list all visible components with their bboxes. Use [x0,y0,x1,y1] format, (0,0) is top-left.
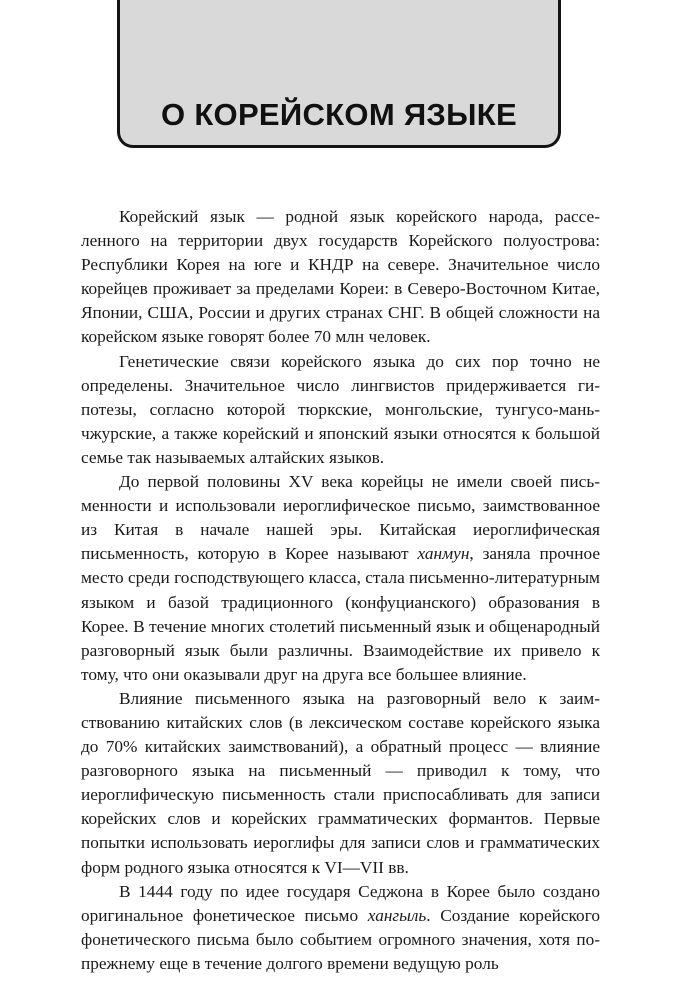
paragraph-3: До первой половины XV века корейцы не имели своей письменности и использовали иероглифическое письмо, заимствованное из Китая в начале нашей эры. Китайская иероглифическая письменность, которую в Корее называют ханмун, заняла прочное место среди господствующего класса, стала письменно-литературным языком и базой традиционного (конфуцианского) образования в Корее. В течение многих столетий письменный язык и общенародный разговорный язык были различны. Взаимодействие их привело к тому, что они оказывали друг на друга все большее влияние. [81,472,600,684]
term-hangul: хангыль [367,905,427,925]
paragraph-4: Влияние письменного языка на разговорный вело к заимствованию китайских слов (в лексическом составе корейского языка до 70% китайских заимствований), а обратный процесс — влияние разговорного языка на письменный — приводил к тому, что иероглифическую письменность стали приспосабливать для записи корейских слов и корейских грамматических формантов. Первые попытки использовать иероглифы для записи слов и грамматических форм родного языка относятся к VI—VII вв. [81,688,600,877]
chapter-title-box [117,0,561,148]
chapter-title: О КОРЕЙСКОМ ЯЗЫКЕ [161,97,517,132]
body-text [81,205,600,976]
term-hanmun: ханмун [417,544,470,564]
paragraph-5: В 1444 году по идее государя Седжона в Корее было создано оригинальное фонетическое письмо хангыль. Создание корейского фонетического письма было событием огромного значения, хотя по-прежнему еще в течение долгого времени ведущую роль [81,881,600,973]
paragraph-2: Генетические связи корейского языка до сих пор точно не определены. Значительное число лингвистов придерживается гипотезы, согласно которой тюркские, монгольские, тунгусо-маньчжурские, а также корейский и японский языки относятся к большой семье так называемых алтайских языков. [81,351,600,467]
paragraph-1: Корейский язык — родной язык корейского народа, расселенного на территории двух государств Корейского полуострова: Республики Корея на юге и КНДР на севере. Значительное число корейцев проживает за пределами Кореи: в Северо-Восточном Китае, Японии, США, России и других странах СНГ. В общей сложности на корейском языке говорят более 70 млн человек. [81,207,600,347]
